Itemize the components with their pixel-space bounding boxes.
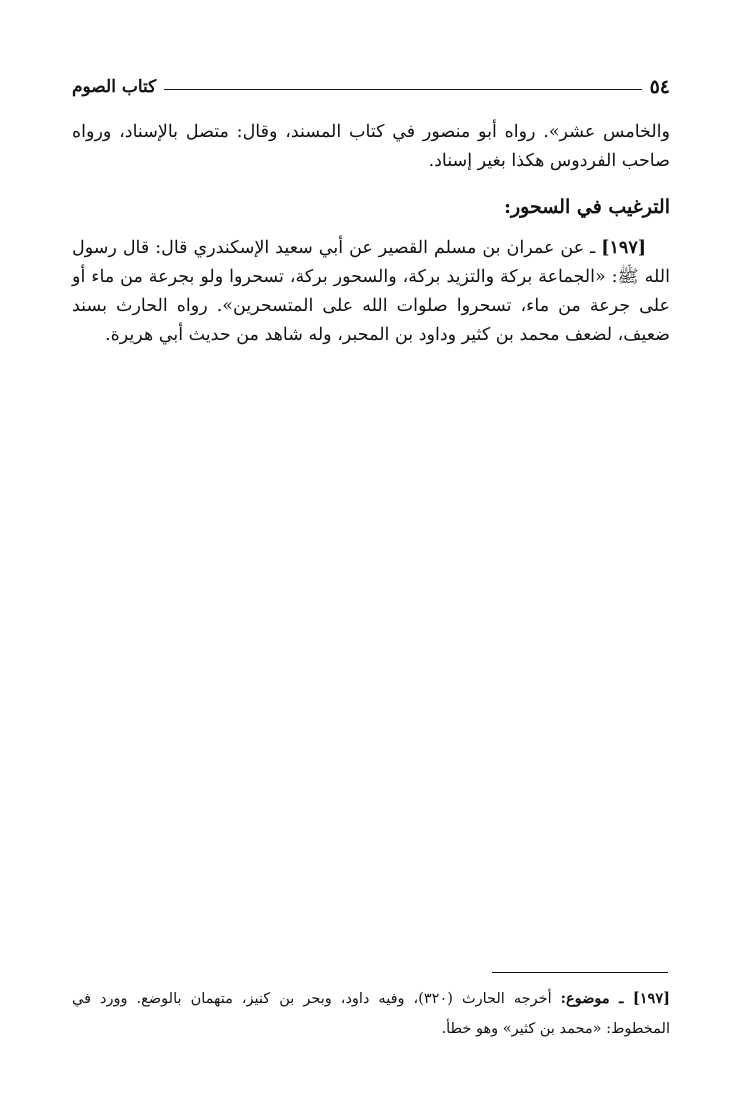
hadith-number: [١٩٧]	[601, 238, 646, 258]
body-paragraph: والخامس عشر». رواه أبو منصور في كتاب المسند، وقال: متصل بالإسناد، ورواه صاحب الفردوس هكذا بغير إسناد.	[72, 122, 670, 171]
footnote	[72, 984, 670, 1044]
hadith-paragraph	[72, 234, 670, 350]
footnote-ref: [١٩٧] ـ موضوع:	[560, 990, 670, 1007]
running-header	[72, 72, 670, 102]
footnote-text: أخرجه الحارث (٣٢٠)، وفيه داود، وبحر بن كنيز، متهمان بالوضع. وورد في المخطوط: «محمد بن كثير» وهو خطأ.	[72, 991, 670, 1037]
page-number: ٥٤	[649, 76, 670, 98]
section-heading: الترغيب في السحور:	[503, 196, 670, 218]
header-rule	[164, 89, 641, 90]
hadith-text: ـ عن عمران بن مسلم القصير عن أبي سعيد الإسكندري قال: قال رسول الله ﷺ: «الجماعة بركة والتزيد بركة، والسحور بركة، تسحروا ولو بجرعة من ماء أو على جرعة من ماء، تسحروا صلوات الله على المتسحرين». رواه الحارث بسند ضعيف، لضعف محمد بن كثير وداود بن المحبر، وله شاهد من حديث أبي هريرة.	[72, 238, 670, 345]
running-title: كتاب الصوم	[72, 77, 157, 97]
footnote-rule	[492, 972, 668, 973]
